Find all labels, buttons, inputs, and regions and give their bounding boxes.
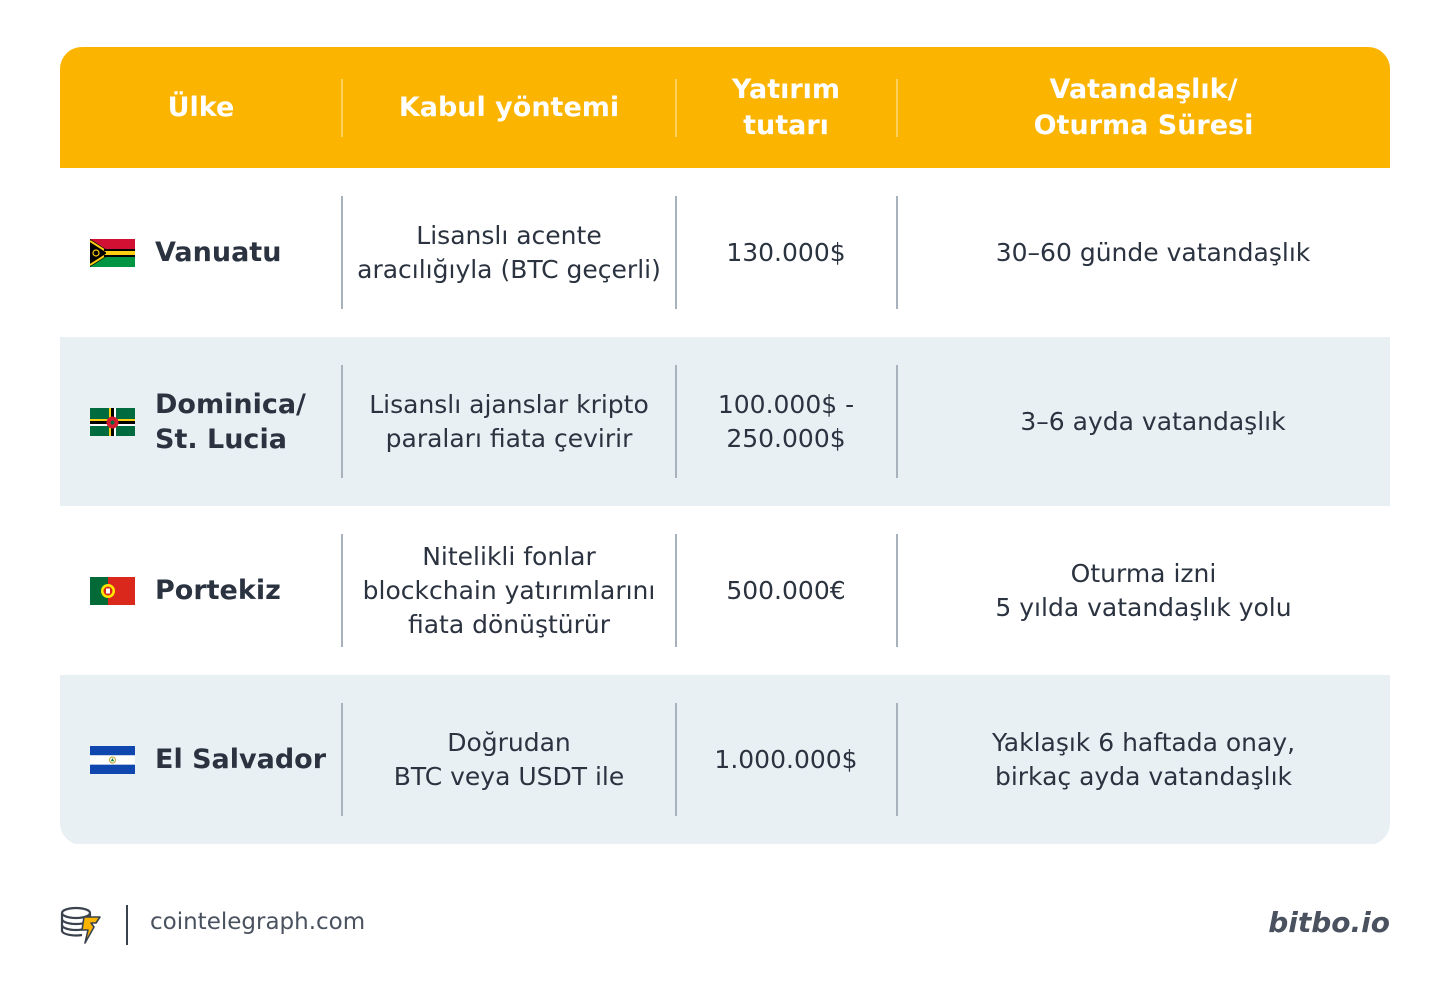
table-header [60, 47, 1390, 168]
table-row [60, 506, 1390, 675]
dominica-flag-icon [90, 408, 135, 436]
country-name: El Salvador [155, 744, 327, 775]
method-cell: Lisanslı ajanslar kripto paraları fiata çevirir [369, 389, 649, 453]
table-row [60, 168, 1390, 337]
duration-cell: 30–60 günde vatandaşlık [995, 237, 1311, 267]
method-cell: Doğrudan BTC veya USDT ile [393, 727, 625, 791]
footer-site-link[interactable]: cointelegraph.com [150, 909, 366, 935]
citizenship-table [60, 47, 1390, 845]
investment-cell: 100.000$ - 250.000$ [717, 389, 855, 453]
country-cell [90, 675, 340, 844]
duration-cell: Oturma izni 5 yılda vatandaşlık yolu [995, 558, 1292, 622]
header-method: Kabul yöntemi [398, 91, 620, 123]
header-country: Ülke [167, 91, 235, 123]
header-duration: Vatandaşlık/ Oturma Süresi [1033, 73, 1254, 141]
el-salvador-flag-icon [90, 746, 135, 774]
cointelegraph-logo-icon [58, 903, 104, 945]
table-row [60, 337, 1390, 506]
portugal-flag-icon [90, 577, 135, 605]
vanuatu-flag-icon [90, 239, 135, 267]
investment-cell: 500.000€ [726, 575, 846, 605]
country-cell [90, 168, 340, 337]
footer-divider [126, 905, 128, 945]
country-name: Portekiz [155, 575, 281, 606]
country-name: Vanuatu [155, 237, 282, 268]
investment-cell: 130.000$ [726, 237, 846, 267]
method-cell: Nitelikli fonlar blockchain yatırımlarını fiata dönüştürür [362, 541, 656, 639]
duration-cell: 3–6 ayda vatandaşlık [1020, 406, 1286, 436]
footer-brand: bitbo.io [1268, 906, 1390, 939]
investment-cell: 1.000.000$ [714, 744, 858, 774]
country-name: Dominica/ St. Lucia [155, 388, 306, 455]
method-cell: Lisanslı acente aracılığıyla (BTC geçerli) [357, 220, 661, 284]
header-investment: Yatırım tutarı [731, 73, 841, 141]
duration-cell: Yaklaşık 6 haftada onay, birkaç ayda vatandaşlık [991, 727, 1296, 791]
country-cell [90, 506, 340, 675]
table-row [60, 675, 1390, 844]
country-cell [90, 337, 340, 506]
